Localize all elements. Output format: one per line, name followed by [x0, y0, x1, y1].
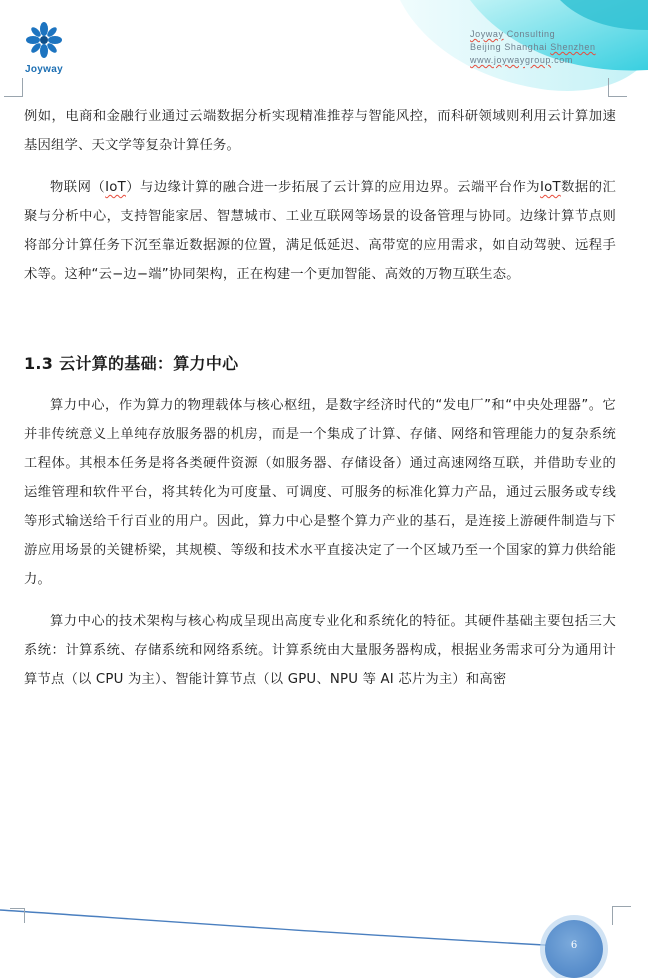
company-cities-line: Beijing Shanghai Shenzhen — [470, 42, 596, 52]
company-name-line: Joyway Consulting — [470, 29, 556, 39]
page-number: 6 — [570, 940, 578, 951]
crop-mark-bottom-right — [612, 906, 631, 925]
document-body — [24, 102, 616, 694]
paragraph-iot-edge: 物联网（IoT）与边缘计算的融合进一步拓展了云计算的应用边界。云端平台作为IoT数据的汇聚与分析中心，支持智能家居、智慧城市、工业互联网等场景的设备管理与协同。边缘计算节点则将部分计算任务下沉至靠近数据源的位置，满足低延迟、高带宽的应用需求，如自动驾驶、远程手术等。这种“云−边−端”协同架构，正在构建一个更加智能、高效的万物互联生态。 — [24, 180, 616, 282]
company-website-line: www.joywaygroup.com — [470, 55, 573, 65]
crop-mark-top-right — [608, 78, 627, 97]
section-heading: 1.3 云计算的基础：算力中心 — [24, 354, 239, 373]
paragraph-cloud-applications: 例如，电商和金融行业通过云端数据分析实现精准推荐与智能风控，而科研领域则利用云计算加速基因组学、天文学等复杂计算任务。 — [24, 109, 616, 153]
crop-mark-bottom-left — [10, 908, 24, 927]
paragraph-computing-center: 算力中心，作为算力的物理载体与核心枢纽，是数字经济时代的“发电厂”和“中央处理器”。它并非传统意义上单纯存放服务器的机房，而是一个集成了计算、存储、网络和管理能力的复杂系统工程体。其根本任务是将各类硬件资源（如服务器、存储设备）通过高速网络互联，并借助专业的运维管理和软件平台，将其转化为可度量、可调度、可服务的标准化算力产品，通过云服务或专线等形式输送给千行百业的用户。因此，算力中心是整个算力产业的基石，是连接上游硬件制造与下游应用场景的关键桥梁，其规模、等级和技术水平直接决定了一个区域乃至一个国家的算力供给能力。 — [24, 398, 616, 587]
company-info — [470, 28, 596, 67]
crop-mark-bottom-left-vertical — [24, 908, 25, 923]
crop-mark-top-left — [4, 78, 23, 97]
paragraph-architecture: 算力中心的技术架构与核心构成呈现出高度专业化和系统化的特征。其硬件基础主要包括三大系统：计算系统、存储系统和网络系统。计算系统由大量服务器构成，根据业务需求可分为通用计算节点（以 CPU 为主）、智能计算节点（以 GPU、NPU 等 AI 芯片为主）和高密 — [24, 614, 616, 687]
logo-text: Joyway — [25, 64, 63, 75]
page-number-badge — [545, 920, 603, 978]
logo-flower-icon — [22, 20, 66, 62]
